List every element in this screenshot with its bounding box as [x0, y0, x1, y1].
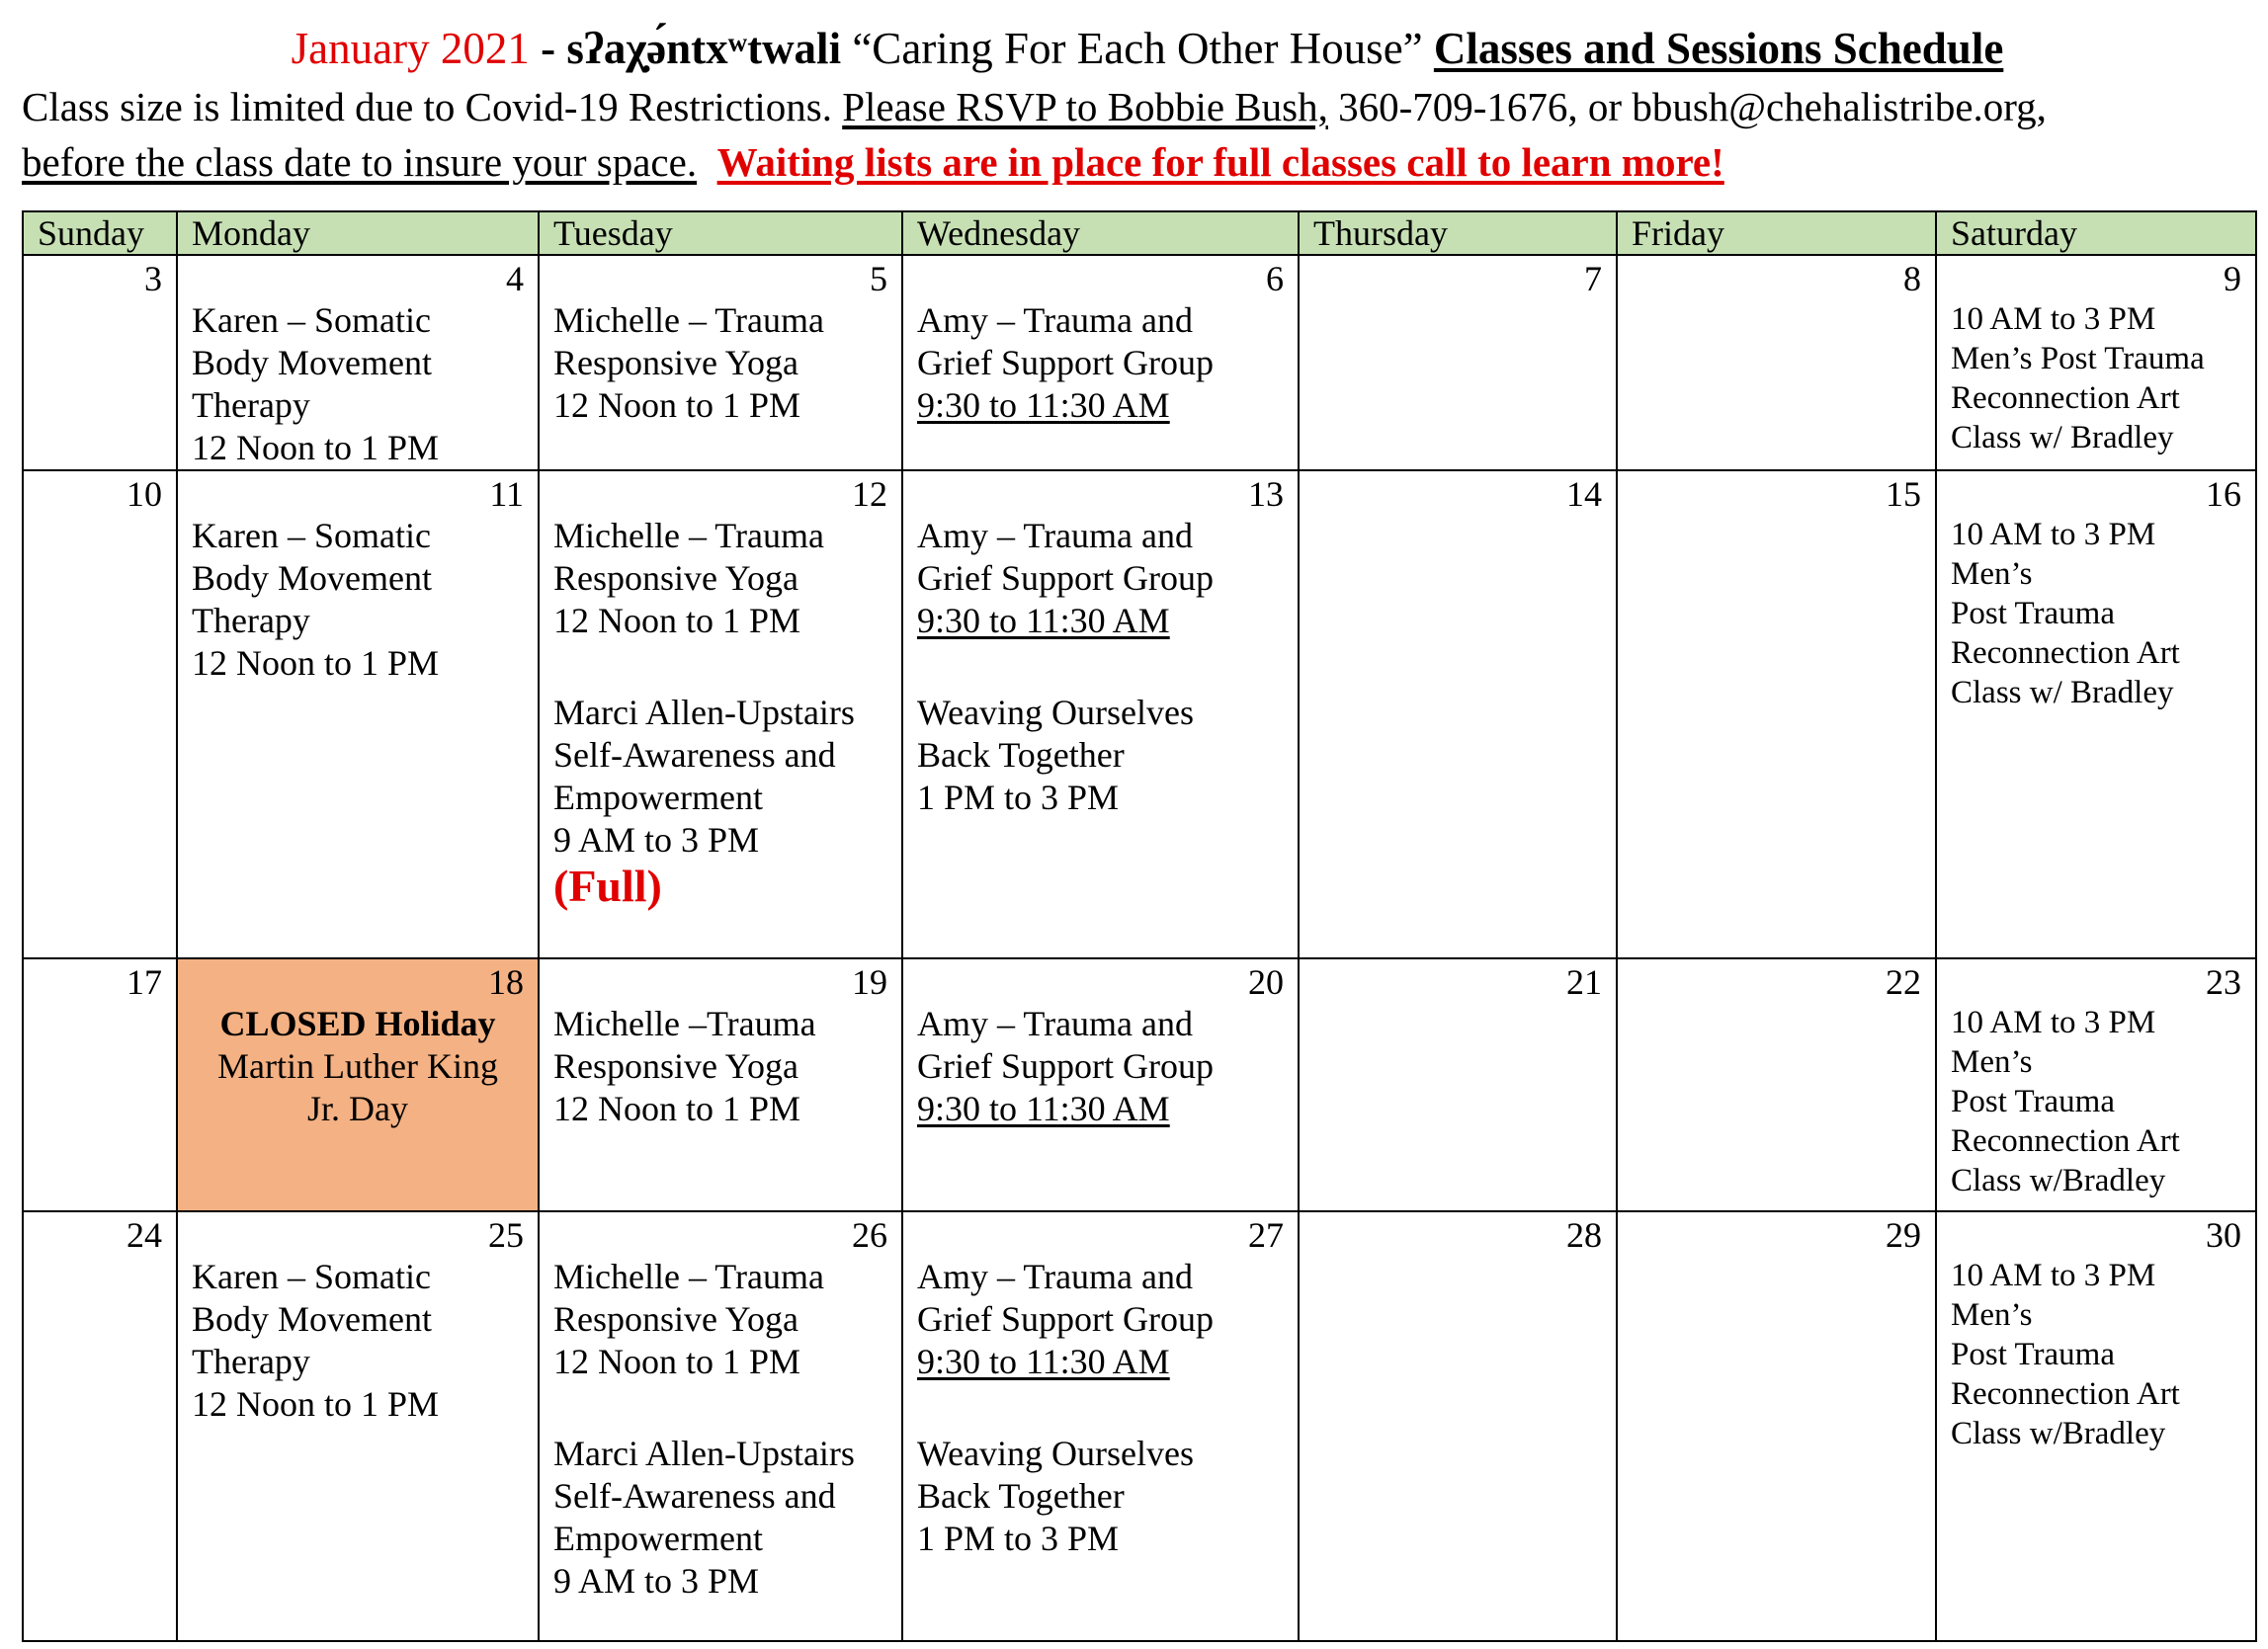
- waiting-line: [22, 134, 2255, 190]
- day-cell: [1617, 1211, 1936, 1641]
- day-number: 15: [1886, 474, 1921, 514]
- native-name: sʔaχ̣ə́ntxʷtwali: [566, 24, 842, 73]
- event-line: Karen – Somatic: [192, 516, 431, 555]
- karen-event: [192, 1256, 524, 1426]
- day-cell: [1617, 958, 1936, 1211]
- day-cell: [23, 1211, 177, 1641]
- day-cell: [1299, 958, 1617, 1211]
- day-header-friday: Friday: [1617, 211, 1936, 255]
- event-line: Amy – Trauma and: [917, 1257, 1193, 1296]
- day-cell: [177, 1211, 539, 1641]
- event-time: 12 Noon to 1 PM: [192, 1384, 440, 1424]
- event-time: 1 PM to 3 PM: [917, 1519, 1120, 1558]
- day-number: 30: [2206, 1215, 2241, 1255]
- event-time: 1 PM to 3 PM: [917, 778, 1120, 817]
- event-line: Marci Allen-Upstairs: [553, 693, 855, 732]
- michelle-event: [553, 1256, 887, 1383]
- day-number: 19: [852, 962, 887, 1002]
- amy-event: [917, 1003, 1284, 1130]
- holiday-name: Jr. Day: [307, 1089, 408, 1128]
- event-line: Back Together: [917, 735, 1125, 775]
- event-line: Karen – Somatic: [192, 1257, 431, 1296]
- day-number: 11: [489, 474, 524, 514]
- event-line: Self-Awareness and: [553, 1476, 836, 1516]
- event-time: 9 AM to 3 PM: [553, 820, 760, 860]
- marci-event: [553, 692, 887, 911]
- saturday-event: [1951, 1256, 2241, 1453]
- day-number: 8: [1903, 259, 1921, 298]
- event-line: Michelle –Trauma: [553, 1004, 816, 1043]
- event-line: Men’s: [1951, 1044, 2033, 1080]
- karen-event: [192, 299, 524, 469]
- event-line: Michelle – Trauma: [553, 1257, 824, 1296]
- saturday-event: [1951, 1003, 2241, 1200]
- event-line: Reconnection Art: [1951, 1376, 2180, 1412]
- week-row: [23, 255, 2256, 470]
- day-header-tuesday: Tuesday: [539, 211, 902, 255]
- event-line: Marci Allen-Upstairs: [553, 1434, 855, 1473]
- day-number: 7: [1584, 259, 1602, 298]
- event-line: Responsive Yoga: [553, 558, 799, 598]
- day-cell: [1617, 255, 1936, 470]
- day-number: 6: [1266, 259, 1284, 298]
- waiting-list-warning: Waiting lists are in place for full classes call to learn more!: [716, 139, 1724, 185]
- day-number: 25: [488, 1215, 524, 1255]
- day-number: 22: [1886, 962, 1921, 1002]
- event-line: Karen – Somatic: [192, 300, 431, 340]
- day-cell: [539, 255, 902, 470]
- day-number: 14: [1566, 474, 1602, 514]
- event-line: Amy – Trauma and: [917, 300, 1193, 340]
- day-header-row: [23, 211, 2256, 255]
- event-time: 12 Noon to 1 PM: [553, 1089, 801, 1128]
- day-cell: [902, 470, 1299, 958]
- event-time: 12 Noon to 1 PM: [553, 1342, 801, 1381]
- saturday-event: [1951, 299, 2241, 457]
- day-cell: [23, 255, 177, 470]
- calendar-table: [22, 210, 2257, 1642]
- event-time: 12 Noon to 1 PM: [553, 385, 801, 425]
- day-cell: [539, 470, 902, 958]
- amy-event: [917, 299, 1284, 427]
- event-line: Empowerment: [553, 778, 763, 817]
- day-cell: [902, 1211, 1299, 1641]
- event-line: Michelle – Trauma: [553, 300, 824, 340]
- event-line: Class w/ Bradley: [1951, 420, 2174, 455]
- weaving-event: [917, 1433, 1284, 1560]
- day-number: 9: [2224, 259, 2241, 298]
- day-number: 27: [1248, 1215, 1284, 1255]
- event-line: Grief Support Group: [917, 558, 1214, 598]
- day-number: 24: [126, 1215, 162, 1255]
- event-line: Body Movement: [192, 1299, 432, 1339]
- day-cell: [1299, 470, 1617, 958]
- day-cell: [1936, 470, 2256, 958]
- event-line: Responsive Yoga: [553, 343, 799, 382]
- event-line: Weaving Ourselves: [917, 1434, 1195, 1473]
- event-time: 10 AM to 3 PM: [1951, 517, 2156, 552]
- schedule-header: [22, 18, 2255, 190]
- event-line: Body Movement: [192, 343, 432, 382]
- house-name: “Caring For Each Other House”: [841, 24, 1434, 73]
- day-cell: [1299, 255, 1617, 470]
- event-line: Michelle – Trauma: [553, 516, 824, 555]
- day-number: 10: [126, 474, 162, 514]
- event-line: Responsive Yoga: [553, 1299, 799, 1339]
- day-cell: [177, 470, 539, 958]
- week-row: [23, 1211, 2256, 1641]
- rsvp-line: [22, 79, 2255, 134]
- day-number: 5: [870, 259, 887, 298]
- event-line: Back Together: [917, 1476, 1125, 1516]
- day-header-saturday: Saturday: [1936, 211, 2256, 255]
- event-line: Reconnection Art: [1951, 1123, 2180, 1159]
- day-cell: [23, 958, 177, 1211]
- full-badge: (Full): [553, 861, 662, 911]
- event-line: Post Trauma: [1951, 1337, 2115, 1372]
- day-number: 17: [126, 962, 162, 1002]
- event-line: Self-Awareness and: [553, 735, 836, 775]
- michelle-event: [553, 515, 887, 642]
- event-line: Reconnection Art: [1951, 380, 2180, 416]
- day-number: 23: [2206, 962, 2241, 1002]
- event-line: Class w/Bradley: [1951, 1163, 2166, 1198]
- day-header-thursday: Thursday: [1299, 211, 1617, 255]
- day-header-monday: Monday: [177, 211, 539, 255]
- title-dash: -: [529, 24, 567, 73]
- day-header-wednesday: Wednesday: [902, 211, 1299, 255]
- holiday-title: CLOSED Holiday: [219, 1004, 496, 1043]
- day-cell: [902, 958, 1299, 1211]
- holiday-cell: [177, 958, 539, 1211]
- day-cell: [1617, 470, 1936, 958]
- day-cell: [1299, 1211, 1617, 1641]
- event-time: 10 AM to 3 PM: [1951, 1005, 2156, 1040]
- event-time: 10 AM to 3 PM: [1951, 301, 2156, 337]
- rsvp-name: Please RSVP to Bobbie Bush,: [842, 84, 1328, 129]
- insure-notice: before the class date to insure your space.: [22, 139, 698, 185]
- day-number: 13: [1248, 474, 1284, 514]
- michelle-event: [553, 299, 887, 427]
- day-cell: [539, 958, 902, 1211]
- event-time: 9:30 to 11:30 AM: [917, 385, 1170, 425]
- day-cell: [1936, 1211, 2256, 1641]
- event-line: Empowerment: [553, 1519, 763, 1558]
- event-line: Therapy: [192, 1342, 310, 1381]
- month-title: January 2021: [291, 24, 530, 73]
- day-number: 28: [1566, 1215, 1602, 1255]
- event-line: Grief Support Group: [917, 1299, 1214, 1339]
- week-row: [23, 958, 2256, 1211]
- day-number: 26: [852, 1215, 887, 1255]
- event-line: Weaving Ourselves: [917, 693, 1195, 732]
- schedule-title: Classes and Sessions Schedule: [1433, 24, 2004, 73]
- day-cell: [539, 1211, 902, 1641]
- karen-event: [192, 515, 524, 685]
- event-line: Body Movement: [192, 558, 432, 598]
- event-line: Grief Support Group: [917, 343, 1214, 382]
- event-line: Therapy: [192, 385, 310, 425]
- covid-notice: Class size is limited due to Covid-19 Restrictions.: [22, 84, 843, 129]
- event-time: 12 Noon to 1 PM: [192, 428, 440, 467]
- day-number: 20: [1248, 962, 1284, 1002]
- michelle-event: [553, 1003, 887, 1130]
- event-line: Responsive Yoga: [553, 1046, 799, 1086]
- marci-event: [553, 1433, 887, 1603]
- event-line: Post Trauma: [1951, 596, 2115, 631]
- weaving-event: [917, 692, 1284, 819]
- day-number: 12: [852, 474, 887, 514]
- day-number: 3: [144, 259, 162, 298]
- event-time: 9 AM to 3 PM: [553, 1561, 760, 1601]
- day-number: 16: [2206, 474, 2241, 514]
- event-time: 9:30 to 11:30 AM: [917, 1089, 1170, 1128]
- event-time: 10 AM to 3 PM: [1951, 1258, 2156, 1293]
- day-header-sunday: Sunday: [23, 211, 177, 255]
- title-line: [40, 18, 2255, 79]
- day-number: 21: [1566, 962, 1602, 1002]
- event-line: Men’s: [1951, 556, 2033, 592]
- saturday-event: [1951, 515, 2241, 712]
- day-cell: [1936, 255, 2256, 470]
- holiday-event: [192, 1003, 524, 1130]
- amy-event: [917, 515, 1284, 642]
- event-line: Men’s Post Trauma: [1951, 341, 2205, 376]
- event-time: 12 Noon to 1 PM: [553, 601, 801, 640]
- event-line: Amy – Trauma and: [917, 516, 1193, 555]
- day-number: 4: [506, 259, 524, 298]
- day-cell: [902, 255, 1299, 470]
- holiday-name: Martin Luther King: [217, 1046, 498, 1086]
- day-number: 18: [488, 962, 524, 1002]
- event-line: Therapy: [192, 601, 310, 640]
- event-line: Men’s: [1951, 1297, 2033, 1333]
- day-number: 29: [1886, 1215, 1921, 1255]
- week-row: [23, 470, 2256, 958]
- event-line: Grief Support Group: [917, 1046, 1214, 1086]
- day-cell: [23, 470, 177, 958]
- contact-info: 360-709-1676, or bbush@chehalistribe.org,: [1327, 84, 2047, 129]
- event-line: Amy – Trauma and: [917, 1004, 1193, 1043]
- event-time: 9:30 to 11:30 AM: [917, 601, 1170, 640]
- day-cell: [177, 255, 539, 470]
- event-line: Post Trauma: [1951, 1084, 2115, 1119]
- event-time: 9:30 to 11:30 AM: [917, 1342, 1170, 1381]
- amy-event: [917, 1256, 1284, 1383]
- event-line: Class w/Bradley: [1951, 1416, 2166, 1451]
- event-line: Class w/ Bradley: [1951, 675, 2174, 710]
- event-time: 12 Noon to 1 PM: [192, 643, 440, 683]
- event-line: Reconnection Art: [1951, 635, 2180, 671]
- day-cell: [1936, 958, 2256, 1211]
